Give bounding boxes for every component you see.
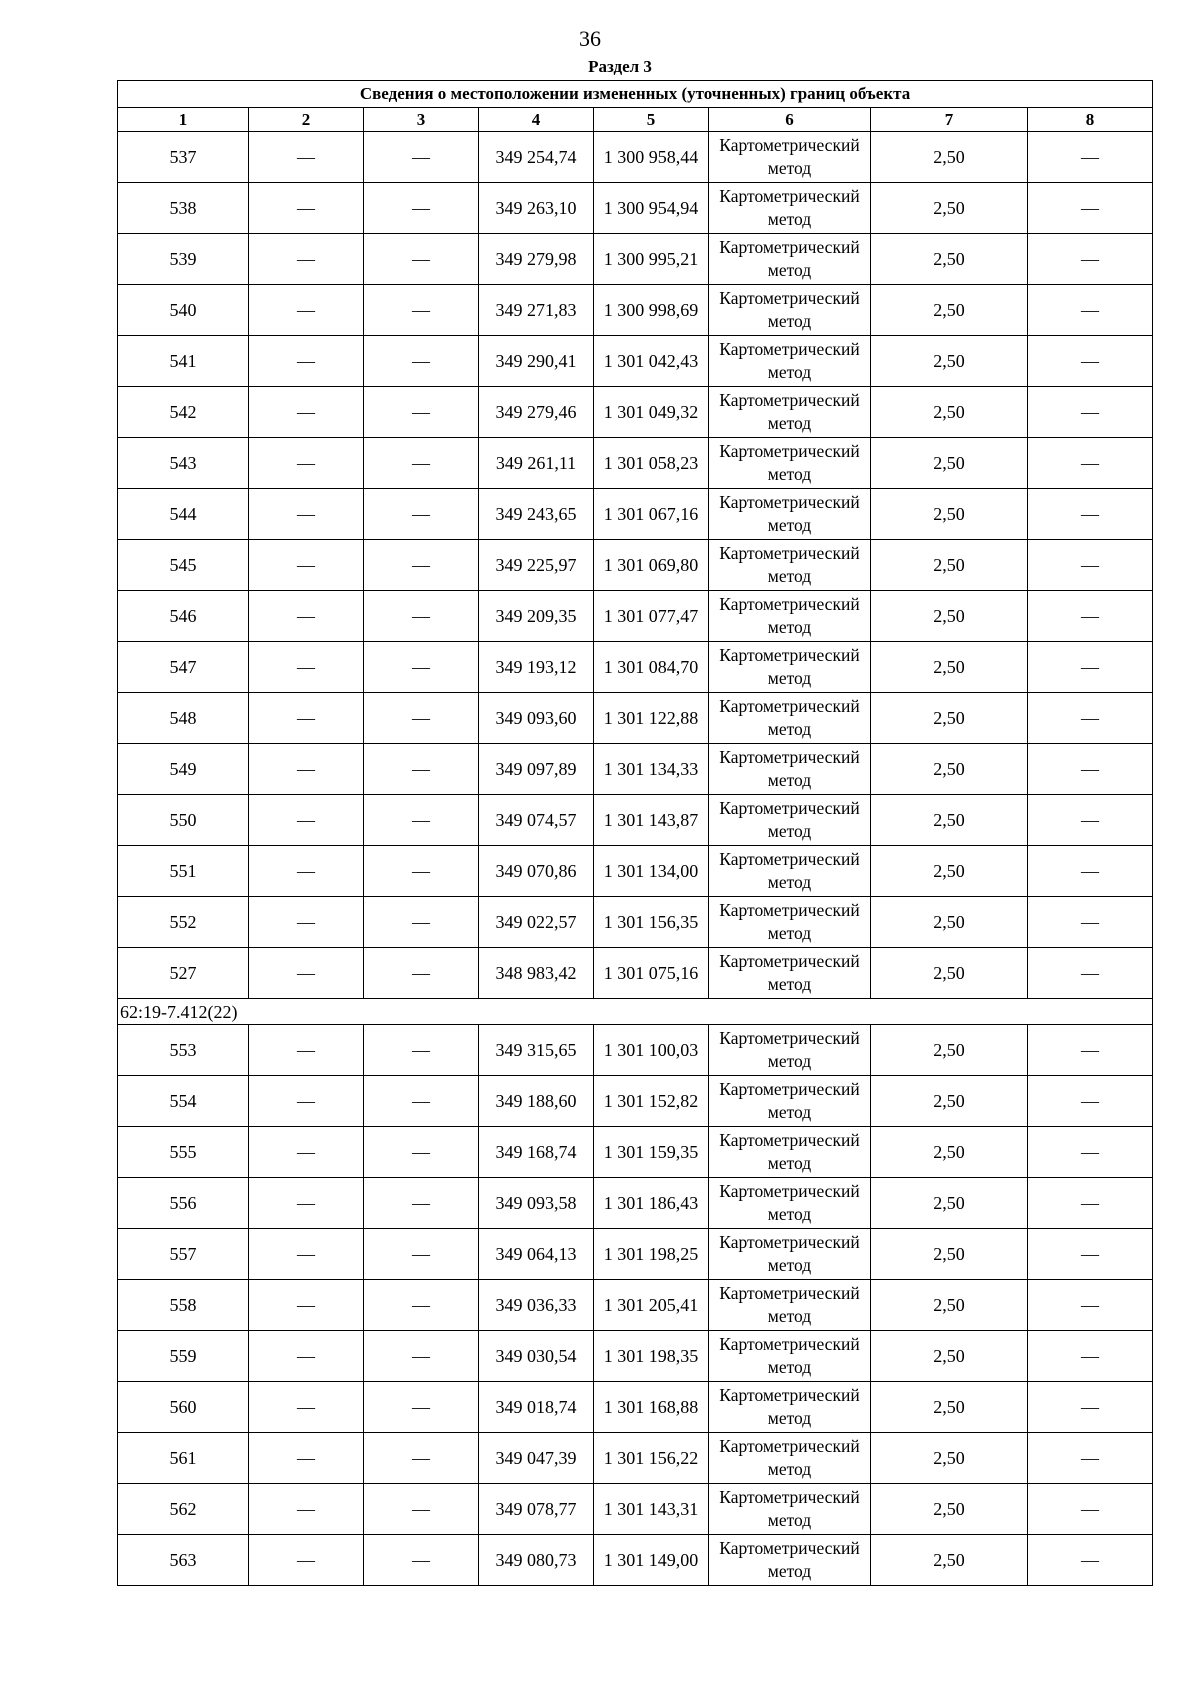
x-coordinate-cell: 349 093,60 [479, 693, 594, 744]
x-coordinate-cell: 349 093,58 [479, 1178, 594, 1229]
method-cell: Картометрический метод [709, 489, 871, 540]
accuracy-cell: 2,50 [871, 897, 1028, 948]
y-coordinate-cell: 1 301 077,47 [594, 591, 709, 642]
x-coordinate-cell: 349 209,35 [479, 591, 594, 642]
col3-cell: — [364, 1025, 479, 1076]
y-coordinate-cell: 1 301 084,70 [594, 642, 709, 693]
col8-cell: — [1028, 132, 1153, 183]
col2-cell: — [249, 1025, 364, 1076]
method-cell: Картометрический метод [709, 1127, 871, 1178]
x-coordinate-cell: 349 188,60 [479, 1076, 594, 1127]
point-number-cell: 551 [118, 846, 249, 897]
method-cell: Картометрический метод [709, 897, 871, 948]
y-coordinate-cell: 1 301 134,33 [594, 744, 709, 795]
method-cell: Картометрический метод [709, 693, 871, 744]
method-cell: Картометрический метод [709, 591, 871, 642]
accuracy-cell: 2,50 [871, 1127, 1028, 1178]
x-coordinate-cell: 349 030,54 [479, 1331, 594, 1382]
col3-cell: — [364, 1484, 479, 1535]
column-header: 4 [479, 108, 594, 132]
method-cell: Картометрический метод [709, 642, 871, 693]
accuracy-cell: 2,50 [871, 1382, 1028, 1433]
table-row [118, 1484, 1153, 1535]
x-coordinate-cell: 349 263,10 [479, 183, 594, 234]
accuracy-cell: 2,50 [871, 1076, 1028, 1127]
col3-cell: — [364, 693, 479, 744]
col2-cell: — [249, 1280, 364, 1331]
col3-cell: — [364, 1178, 479, 1229]
accuracy-cell: 2,50 [871, 1178, 1028, 1229]
method-cell: Картометрический метод [709, 1229, 871, 1280]
table-row [118, 387, 1153, 438]
col2-cell: — [249, 540, 364, 591]
method-cell: Картометрический метод [709, 1280, 871, 1331]
col2-cell: — [249, 234, 364, 285]
col8-cell: — [1028, 285, 1153, 336]
y-coordinate-cell: 1 301 168,88 [594, 1382, 709, 1433]
x-coordinate-cell: 349 254,74 [479, 132, 594, 183]
col8-cell: — [1028, 489, 1153, 540]
col8-cell: — [1028, 387, 1153, 438]
accuracy-cell: 2,50 [871, 540, 1028, 591]
method-cell: Картометрический метод [709, 540, 871, 591]
col3-cell: — [364, 642, 479, 693]
accuracy-cell: 2,50 [871, 642, 1028, 693]
point-number-cell: 561 [118, 1433, 249, 1484]
accuracy-cell: 2,50 [871, 693, 1028, 744]
table-row [118, 1076, 1153, 1127]
col8-cell: — [1028, 795, 1153, 846]
x-coordinate-cell: 349 036,33 [479, 1280, 594, 1331]
column-header: 6 [709, 108, 871, 132]
method-cell: Картометрический метод [709, 1535, 871, 1586]
point-number-cell: 554 [118, 1076, 249, 1127]
accuracy-cell: 2,50 [871, 846, 1028, 897]
point-number-cell: 562 [118, 1484, 249, 1535]
table-row [118, 438, 1153, 489]
col2-cell: — [249, 1127, 364, 1178]
y-coordinate-cell: 1 301 134,00 [594, 846, 709, 897]
point-number-cell: 547 [118, 642, 249, 693]
col3-cell: — [364, 285, 479, 336]
table-row [118, 948, 1153, 999]
point-number-cell: 542 [118, 387, 249, 438]
method-cell: Картометрический метод [709, 846, 871, 897]
x-coordinate-cell: 349 047,39 [479, 1433, 594, 1484]
method-cell: Картометрический метод [709, 948, 871, 999]
accuracy-cell: 2,50 [871, 336, 1028, 387]
x-coordinate-cell: 349 018,74 [479, 1382, 594, 1433]
x-coordinate-cell: 349 290,41 [479, 336, 594, 387]
method-cell: Картометрический метод [709, 387, 871, 438]
y-coordinate-cell: 1 300 995,21 [594, 234, 709, 285]
point-number-cell: 544 [118, 489, 249, 540]
col3-cell: — [364, 132, 479, 183]
accuracy-cell: 2,50 [871, 948, 1028, 999]
col2-cell: — [249, 183, 364, 234]
x-coordinate-cell: 349 279,98 [479, 234, 594, 285]
accuracy-cell: 2,50 [871, 1535, 1028, 1586]
accuracy-cell: 2,50 [871, 795, 1028, 846]
point-number-cell: 555 [118, 1127, 249, 1178]
col8-cell: — [1028, 1127, 1153, 1178]
table-caption: Сведения о местоположении измененных (уточненных) границ объекта [118, 81, 1153, 108]
accuracy-cell: 2,50 [871, 285, 1028, 336]
table-row [118, 897, 1153, 948]
col3-cell: — [364, 1433, 479, 1484]
method-cell: Картометрический метод [709, 1025, 871, 1076]
y-coordinate-cell: 1 301 149,00 [594, 1535, 709, 1586]
column-header: 7 [871, 108, 1028, 132]
accuracy-cell: 2,50 [871, 489, 1028, 540]
col3-cell: — [364, 183, 479, 234]
method-cell: Картометрический метод [709, 1433, 871, 1484]
x-coordinate-cell: 349 064,13 [479, 1229, 594, 1280]
x-coordinate-cell: 349 168,74 [479, 1127, 594, 1178]
point-number-cell: 559 [118, 1331, 249, 1382]
col3-cell: — [364, 1382, 479, 1433]
point-number-cell: 539 [118, 234, 249, 285]
col8-cell: — [1028, 336, 1153, 387]
col2-cell: — [249, 897, 364, 948]
point-number-cell: 527 [118, 948, 249, 999]
table-caption-row [118, 81, 1153, 108]
col2-cell: — [249, 846, 364, 897]
x-coordinate-cell: 349 315,65 [479, 1025, 594, 1076]
x-coordinate-cell: 349 271,83 [479, 285, 594, 336]
col8-cell: — [1028, 1484, 1153, 1535]
col3-cell: — [364, 438, 479, 489]
table-row [118, 1178, 1153, 1229]
y-coordinate-cell: 1 301 067,16 [594, 489, 709, 540]
table-row [118, 1280, 1153, 1331]
col2-cell: — [249, 1229, 364, 1280]
table-row [118, 234, 1153, 285]
point-number-cell: 541 [118, 336, 249, 387]
col8-cell: — [1028, 1382, 1153, 1433]
method-cell: Картометрический метод [709, 1178, 871, 1229]
y-coordinate-cell: 1 301 100,03 [594, 1025, 709, 1076]
point-number-cell: 552 [118, 897, 249, 948]
accuracy-cell: 2,50 [871, 1331, 1028, 1382]
point-number-cell: 560 [118, 1382, 249, 1433]
method-cell: Картометрический метод [709, 1484, 871, 1535]
col2-cell: — [249, 795, 364, 846]
y-coordinate-cell: 1 301 198,35 [594, 1331, 709, 1382]
table-row [118, 336, 1153, 387]
table-row [118, 693, 1153, 744]
point-number-cell: 546 [118, 591, 249, 642]
accuracy-cell: 2,50 [871, 1280, 1028, 1331]
x-coordinate-cell: 349 080,73 [479, 1535, 594, 1586]
col8-cell: — [1028, 1433, 1153, 1484]
y-coordinate-cell: 1 300 998,69 [594, 285, 709, 336]
table-row [118, 132, 1153, 183]
point-number-cell: 548 [118, 693, 249, 744]
col2-cell: — [249, 1433, 364, 1484]
table-row [118, 1433, 1153, 1484]
y-coordinate-cell: 1 301 075,16 [594, 948, 709, 999]
column-header: 5 [594, 108, 709, 132]
col3-cell: — [364, 948, 479, 999]
point-number-cell: 563 [118, 1535, 249, 1586]
col3-cell: — [364, 846, 479, 897]
point-number-cell: 540 [118, 285, 249, 336]
y-coordinate-cell: 1 301 069,80 [594, 540, 709, 591]
x-coordinate-cell: 349 279,46 [479, 387, 594, 438]
y-coordinate-cell: 1 301 198,25 [594, 1229, 709, 1280]
col3-cell: — [364, 234, 479, 285]
method-cell: Картометрический метод [709, 336, 871, 387]
col8-cell: — [1028, 1178, 1153, 1229]
table-row [118, 183, 1153, 234]
col8-cell: — [1028, 744, 1153, 795]
col2-cell: — [249, 1382, 364, 1433]
section-title: Раздел 3 [588, 57, 652, 76]
x-coordinate-cell: 348 983,42 [479, 948, 594, 999]
accuracy-cell: 2,50 [871, 183, 1028, 234]
col8-cell: — [1028, 948, 1153, 999]
table-row [118, 1025, 1153, 1076]
accuracy-cell: 2,50 [871, 1433, 1028, 1484]
col2-cell: — [249, 438, 364, 489]
x-coordinate-cell: 349 225,97 [479, 540, 594, 591]
col2-cell: — [249, 1331, 364, 1382]
col3-cell: — [364, 897, 479, 948]
method-cell: Картометрический метод [709, 234, 871, 285]
y-coordinate-cell: 1 301 143,31 [594, 1484, 709, 1535]
col3-cell: — [364, 540, 479, 591]
method-cell: Картометрический метод [709, 438, 871, 489]
table-body [118, 81, 1153, 1586]
col2-cell: — [249, 1484, 364, 1535]
point-number-cell: 545 [118, 540, 249, 591]
col8-cell: — [1028, 1331, 1153, 1382]
col2-cell: — [249, 591, 364, 642]
table-row [118, 642, 1153, 693]
x-coordinate-cell: 349 261,11 [479, 438, 594, 489]
col3-cell: — [364, 591, 479, 642]
table-row [118, 489, 1153, 540]
accuracy-cell: 2,50 [871, 591, 1028, 642]
accuracy-cell: 2,50 [871, 234, 1028, 285]
method-cell: Картометрический метод [709, 285, 871, 336]
accuracy-cell: 2,50 [871, 132, 1028, 183]
col8-cell: — [1028, 438, 1153, 489]
table-row [118, 1382, 1153, 1433]
y-coordinate-cell: 1 301 042,43 [594, 336, 709, 387]
col3-cell: — [364, 1535, 479, 1586]
group-label: 62:19-7.412(22) [118, 999, 1153, 1025]
y-coordinate-cell: 1 301 143,87 [594, 795, 709, 846]
table-row [118, 591, 1153, 642]
col3-cell: — [364, 1229, 479, 1280]
col8-cell: — [1028, 1535, 1153, 1586]
col2-cell: — [249, 132, 364, 183]
col3-cell: — [364, 489, 479, 540]
table-row [118, 1127, 1153, 1178]
x-coordinate-cell: 349 070,86 [479, 846, 594, 897]
point-number-cell: 557 [118, 1229, 249, 1280]
accuracy-cell: 2,50 [871, 387, 1028, 438]
method-cell: Картометрический метод [709, 1076, 871, 1127]
col2-cell: — [249, 1178, 364, 1229]
method-cell: Картометрический метод [709, 183, 871, 234]
col8-cell: — [1028, 183, 1153, 234]
col3-cell: — [364, 387, 479, 438]
point-number-cell: 538 [118, 183, 249, 234]
point-number-cell: 556 [118, 1178, 249, 1229]
y-coordinate-cell: 1 300 954,94 [594, 183, 709, 234]
column-header-row [118, 108, 1153, 132]
col3-cell: — [364, 1331, 479, 1382]
accuracy-cell: 2,50 [871, 438, 1028, 489]
col2-cell: — [249, 336, 364, 387]
col2-cell: — [249, 1076, 364, 1127]
col2-cell: — [249, 489, 364, 540]
y-coordinate-cell: 1 301 152,82 [594, 1076, 709, 1127]
col8-cell: — [1028, 846, 1153, 897]
col3-cell: — [364, 336, 479, 387]
x-coordinate-cell: 349 193,12 [479, 642, 594, 693]
y-coordinate-cell: 1 301 122,88 [594, 693, 709, 744]
x-coordinate-cell: 349 074,57 [479, 795, 594, 846]
col8-cell: — [1028, 693, 1153, 744]
point-number-cell: 558 [118, 1280, 249, 1331]
table-row [118, 1331, 1153, 1382]
point-number-cell: 550 [118, 795, 249, 846]
y-coordinate-cell: 1 301 058,23 [594, 438, 709, 489]
point-number-cell: 549 [118, 744, 249, 795]
accuracy-cell: 2,50 [871, 1229, 1028, 1280]
col8-cell: — [1028, 897, 1153, 948]
y-coordinate-cell: 1 301 205,41 [594, 1280, 709, 1331]
col3-cell: — [364, 1280, 479, 1331]
x-coordinate-cell: 349 022,57 [479, 897, 594, 948]
page-number: 36 [579, 26, 601, 51]
col8-cell: — [1028, 1025, 1153, 1076]
y-coordinate-cell: 1 301 156,22 [594, 1433, 709, 1484]
column-header: 1 [118, 108, 249, 132]
y-coordinate-cell: 1 301 156,35 [594, 897, 709, 948]
accuracy-cell: 2,50 [871, 744, 1028, 795]
accuracy-cell: 2,50 [871, 1484, 1028, 1535]
column-header: 8 [1028, 108, 1153, 132]
table-row [118, 540, 1153, 591]
col2-cell: — [249, 387, 364, 438]
boundary-table [117, 80, 1153, 1586]
point-number-cell: 553 [118, 1025, 249, 1076]
method-cell: Картометрический метод [709, 744, 871, 795]
col8-cell: — [1028, 1229, 1153, 1280]
y-coordinate-cell: 1 301 159,35 [594, 1127, 709, 1178]
col8-cell: — [1028, 591, 1153, 642]
col3-cell: — [364, 744, 479, 795]
point-number-cell: 543 [118, 438, 249, 489]
col8-cell: — [1028, 234, 1153, 285]
x-coordinate-cell: 349 097,89 [479, 744, 594, 795]
col3-cell: — [364, 795, 479, 846]
x-coordinate-cell: 349 243,65 [479, 489, 594, 540]
col2-cell: — [249, 1535, 364, 1586]
method-cell: Картометрический метод [709, 1382, 871, 1433]
table-row [118, 846, 1153, 897]
col2-cell: — [249, 285, 364, 336]
col8-cell: — [1028, 540, 1153, 591]
table-row [118, 744, 1153, 795]
method-cell: Картометрический метод [709, 1331, 871, 1382]
y-coordinate-cell: 1 300 958,44 [594, 132, 709, 183]
table-row [118, 795, 1153, 846]
col2-cell: — [249, 693, 364, 744]
column-header: 3 [364, 108, 479, 132]
table-row [118, 1535, 1153, 1586]
col3-cell: — [364, 1076, 479, 1127]
x-coordinate-cell: 349 078,77 [479, 1484, 594, 1535]
table-row [118, 285, 1153, 336]
group-label-row [118, 999, 1153, 1025]
col2-cell: — [249, 948, 364, 999]
accuracy-cell: 2,50 [871, 1025, 1028, 1076]
point-number-cell: 537 [118, 132, 249, 183]
col2-cell: — [249, 744, 364, 795]
col8-cell: — [1028, 642, 1153, 693]
col8-cell: — [1028, 1076, 1153, 1127]
col3-cell: — [364, 1127, 479, 1178]
table-row [118, 1229, 1153, 1280]
col8-cell: — [1028, 1280, 1153, 1331]
y-coordinate-cell: 1 301 049,32 [594, 387, 709, 438]
y-coordinate-cell: 1 301 186,43 [594, 1178, 709, 1229]
method-cell: Картометрический метод [709, 795, 871, 846]
column-header: 2 [249, 108, 364, 132]
method-cell: Картометрический метод [709, 132, 871, 183]
col2-cell: — [249, 642, 364, 693]
